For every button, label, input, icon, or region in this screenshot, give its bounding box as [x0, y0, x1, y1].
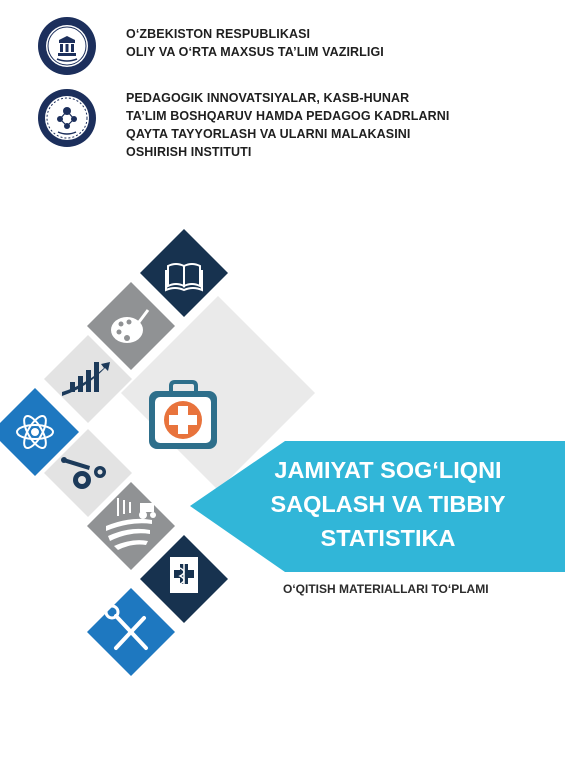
wrench-tile — [87, 588, 175, 676]
cover-subtitle: O‘QITISH MATERIALLARI TO‘PLAMI — [283, 582, 489, 596]
medical-tile — [140, 535, 228, 623]
medical-kit-icon — [149, 382, 217, 449]
ministry-name: O‘ZBEKISTON RESPUBLIKASI OLIY VA O‘RTA MAXSUS TA’LIM VAZIRLIGI — [126, 27, 384, 59]
cover-title: JAMIYAT SOG‘LIQNI SAQLASH VA TIBBIY STATISTIKA — [270, 457, 506, 551]
institute-name: PEDAGOGIK INNOVATSIYALAR, KASB-HUNAR TA’LIM BOSHQARUV HAMDA PEDAGOG KADRLARNI QAYTA TAYYORLASH VA ULARNI MALAKASINI OSHIRISH INSTITUTI — [126, 91, 450, 159]
